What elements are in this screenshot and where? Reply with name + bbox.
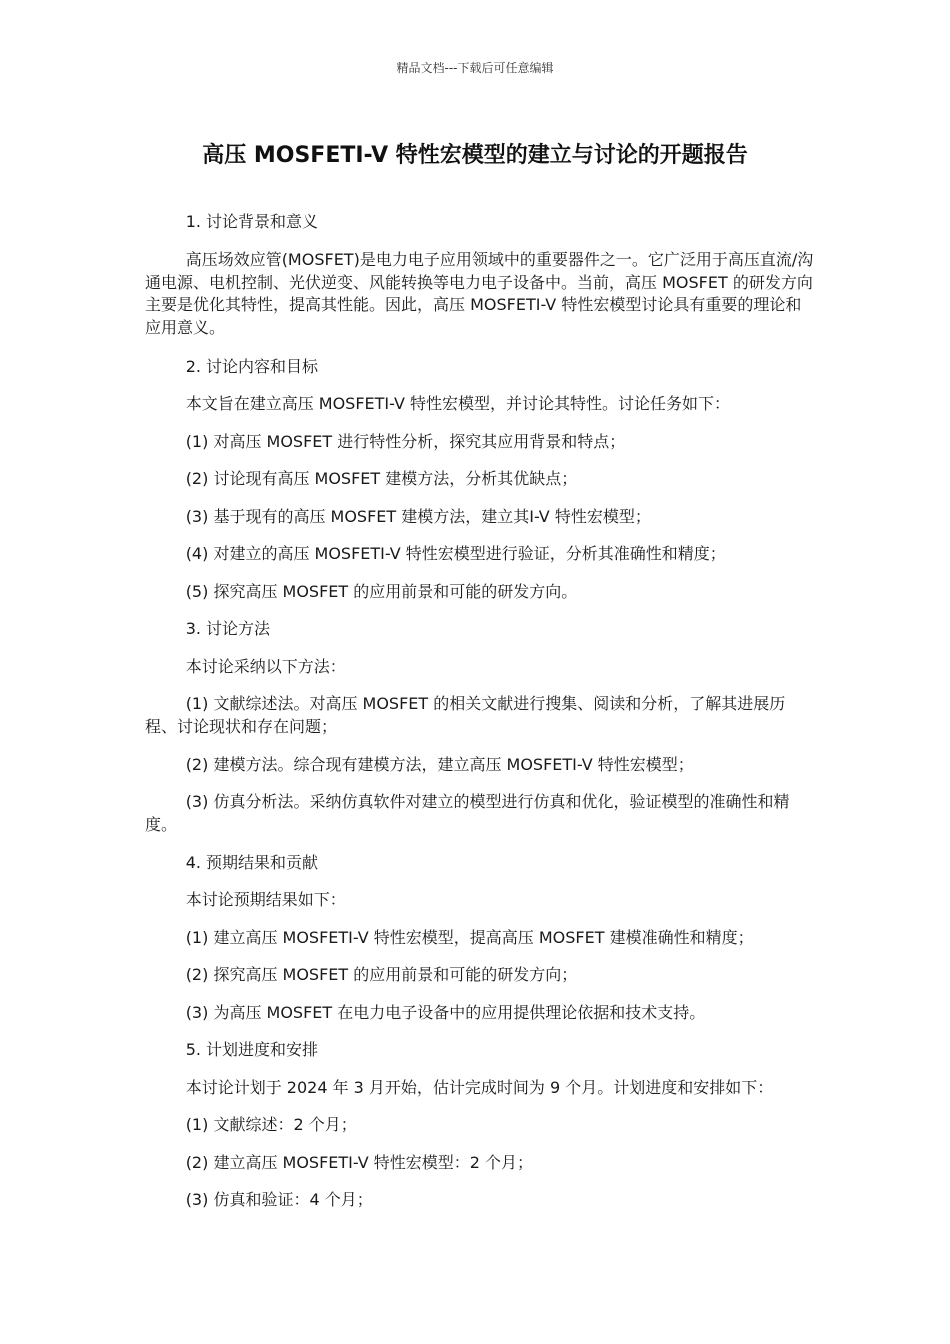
list-item: (1) 文献综述法。对高压 MOSFET 的相关文献进行搜集、阅读和分析，了解其进展历程、讨论现状和存在问题； [145,694,786,736]
section-heading-methods: 3. 讨论方法 [145,619,271,638]
paragraph-results-intro: 本讨论预期结果如下： [145,890,346,909]
paragraph-content-intro: 本文旨在建立高压 MOSFETI-V 特性宏模型，并讨论其特性。讨论任务如下： [145,394,731,413]
list-item: (3) 仿真和验证：4 个月； [145,1190,373,1209]
paragraph-methods-intro: 本讨论采纳以下方法： [145,657,346,676]
section-heading-results: 4. 预期结果和贡献 [145,853,319,872]
list-item: (1) 建立高压 MOSFETI-V 特性宏模型，提高高压 MOSFET 建模准确性和精度； [145,928,754,947]
section-heading-background: 1. 讨论背景和意义 [145,212,319,231]
section-heading-schedule: 5. 计划进度和安排 [145,1040,319,1059]
document-title: 高压 MOSFETI-V 特性宏模型的建立与讨论的开题报告 [202,143,748,168]
list-item: (2) 讨论现有高压 MOSFET 建模方法，分析其优缺点； [145,469,578,488]
paragraph-background: 高压场效应管(MOSFET)是电力电子应用领域中的重要器件之一。它广泛用于高压直流/沟通电源、电机控制、光伏逆变、风能转换等电力电子设备中。当前，高压 MOSFET 的研发方向主要是优化其特性，提高其性能。因此，高压 MOSFETI-V 特性宏模型讨论具有重要的理论和应用意义。 [145,250,814,337]
list-item: (2) 建模方法。综合现有建模方法，建立高压 MOSFETI-V 特性宏模型； [145,755,694,774]
list-item: (1) 文献综述：2 个月； [145,1115,357,1134]
list-item: (3) 基于现有的高压 MOSFET 建模方法，建立其Ⅰ-V 特性宏模型； [145,507,651,526]
list-item: (3) 为高压 MOSFET 在电力电子设备中的应用提供理论依据和技术支持。 [145,1003,706,1022]
section-heading-content: 2. 讨论内容和目标 [145,357,319,376]
paragraph-schedule-intro: 本讨论计划于 2024 年 3 月开始，估计完成时间为 9 个月。计划进度和安排如下： [145,1078,774,1097]
list-item: (2) 建立高压 MOSFETI-V 特性宏模型：2 个月； [145,1153,534,1172]
header-note: 精品文档---下载后可任意编辑 [396,61,554,75]
list-item: (2) 探究高压 MOSFET 的应用前景和可能的研发方向； [145,965,578,984]
list-item: (4) 对建立的高压 MOSFETI-V 特性宏模型进行验证，分析其准确性和精度； [145,544,726,563]
list-item: (1) 对高压 MOSFET 进行特性分析，探究其应用背景和特点； [145,432,626,451]
list-item: (3) 仿真分析法。采纳仿真软件对建立的模型进行仿真和优化，验证模型的准确性和精度。 [145,792,790,834]
list-item: (5) 探究高压 MOSFET 的应用前景和可能的研发方向。 [145,582,578,601]
